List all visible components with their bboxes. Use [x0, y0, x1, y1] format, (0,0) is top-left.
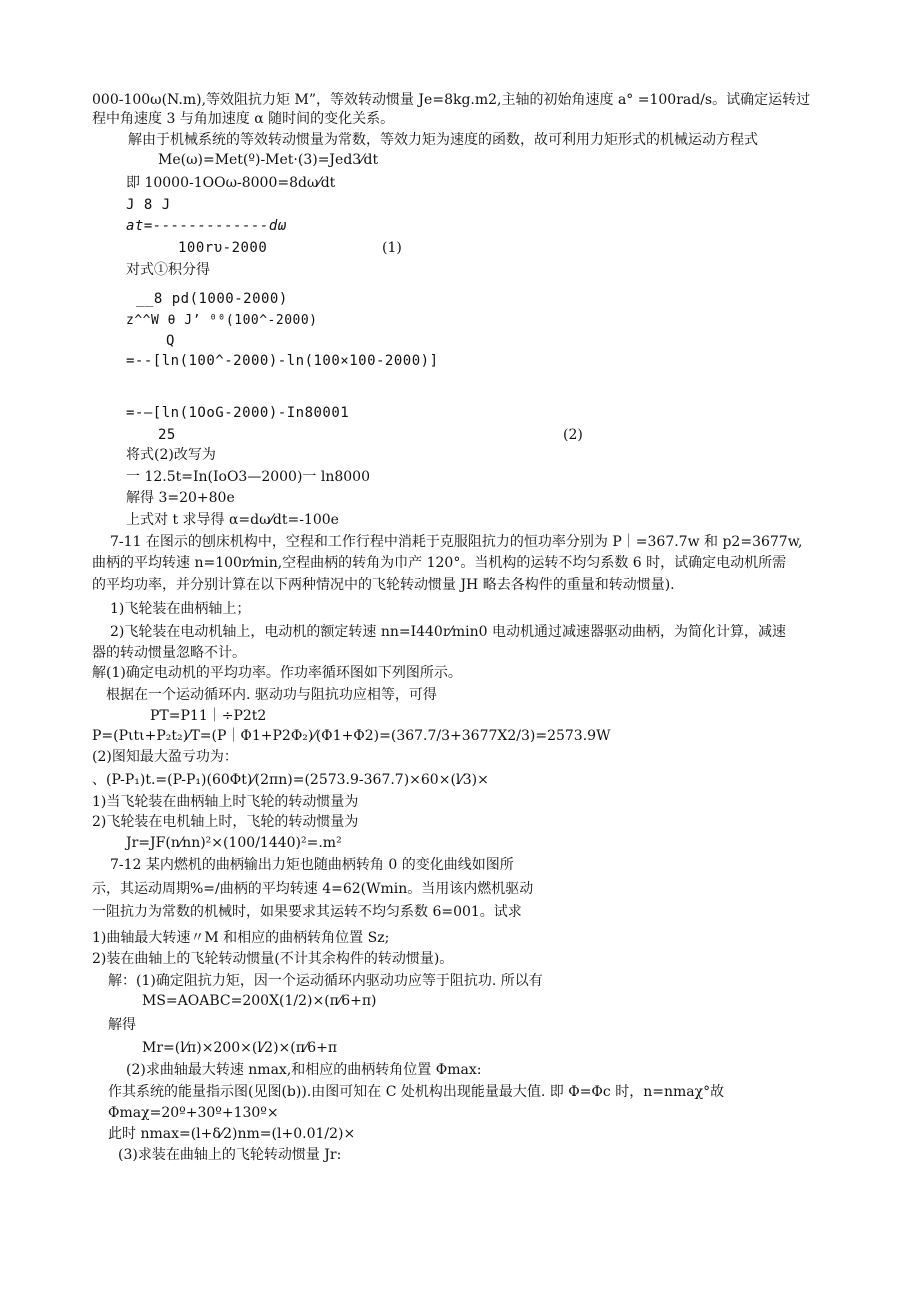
text-line: (2)求曲轴最大转速 nmax,和相应的曲柄转角位置 Φmax:	[126, 1062, 482, 1078]
text-line: 作其系统的能量指示图(见图(b)).由图可知在 C 处机构出现能量最大值. 即 Φ=Φc 时，n=nmaχ°故	[108, 1084, 725, 1100]
equation-line: 上式对 t 求导得 α=dω⁄dt=-100e	[126, 512, 339, 528]
problem-heading: 7-11 在图示的刨床机构中，空程和工作行程中消耗于克服阻抗力的恒功率分别为 P｜=367.7w 和 p2=3677w,	[110, 534, 803, 550]
text-line: 解由于机械系统的等效转动惯量为常数，等效力矩为速度的函数，故可利用力矩形式的机械运动方程式	[128, 132, 758, 148]
equation-line: PT=P11｜÷P2t2	[150, 708, 267, 724]
text-line: 示，其运动周期%=/曲柄的平均转速 4=62(Wmin。当用该内燃机驱动	[92, 881, 534, 897]
equation-number: (1)	[382, 240, 402, 256]
text-line: 对式①积分得	[126, 262, 210, 278]
equation-line: 解得 3=20+80e	[126, 490, 235, 506]
equation-line: P=(Pιtι+P₂t₂)⁄T=(P｜Φ1+P2Φ₂)⁄(Φ1+Φ2)=(367.7/3+3677X2/3)=2573.9W	[92, 728, 611, 744]
text-line: (2)图知最大盈亏功为：	[92, 749, 238, 765]
equation-line: at=-------------dω	[126, 218, 287, 234]
equation-line: 即 10000-1OOω-8000=8dω⁄dt	[126, 175, 336, 191]
equation-line: =--[ln(100^-2000)-ln(100×100-2000)]	[126, 353, 439, 369]
equation-line: z^^W θ J’ ⁰⁰(100^-2000)	[126, 313, 318, 328]
equation-line: Q	[166, 333, 175, 349]
text-line: 器的转动惯量忽略不计。	[92, 645, 246, 661]
equation-number: (2)	[563, 427, 583, 443]
equation-line: MS=AOABC=200X(1/2)×(π⁄6+π)	[142, 993, 377, 1009]
text-line: 000-100ω(N.m),等效阻抗力矩 M”，等效转动惯量 Je=8kg.m2,主轴的初始角速度 a° =100rad/s。试确定运转过	[92, 92, 811, 108]
equation-line: 、(P-P₁)t.=(P-P₁)(60Φt)⁄(2πn)=(2573.9-367.7)×60×(l⁄3)×	[92, 772, 489, 788]
equation-line: __8 pd(1000-2000)	[136, 291, 288, 307]
text-line: 解：(1)确定阻抗力矩，因一个运动循环内驱动功应等于阻抗功. 所以有	[108, 973, 543, 989]
text-line: 曲柄的平均转速 n=100r⁄min,空程曲柄的转角为巾产 120°。当机构的运转不均匀系数 6 时，试确定电动机所需	[92, 555, 787, 571]
equation-line: 100rυ-2000	[178, 240, 268, 256]
equation-line: Mr=(l⁄π)×200×(l⁄2)×(π⁄6+π	[142, 1040, 338, 1056]
text-line: 程中角速度 3 与角加速度 α 随时间的变化关系。	[92, 111, 395, 127]
text-line: 根据在一个运动循环内. 驱动功与阻抗功应相等，可得	[106, 687, 437, 703]
equation-line: =-—[ln(1OoG-2000)-In80001	[126, 405, 350, 421]
text-line: 1)当飞轮装在曲柄轴上时飞轮的转动惯量为	[92, 794, 359, 810]
text-line: (3)求装在曲轴上的飞轮转动惯量 Jr:	[118, 1147, 342, 1163]
equation-line: 此时 nmax=(l+δ⁄2)nm=(l+0.01/2)×	[108, 1126, 356, 1142]
text-line: 1)曲轴最大转速〃M 和相应的曲柄转角位置 Sz;	[92, 930, 390, 946]
text-line: 将式(2)改写为	[126, 447, 216, 463]
equation-line: 25	[158, 427, 176, 443]
text-line: 2)飞轮装在电机轴上时，飞轮的转动惯量为	[92, 814, 359, 830]
text-line: 1)飞轮装在曲柄轴上；	[110, 601, 251, 617]
text-line: 一阻抗力为常数的机械时，如果要求其运转不均匀系数 6=001。试求	[92, 904, 522, 920]
text-line: 的平均功率，并分别计算在以下两种情况中的飞轮转动惯量 JH 略去各构件的重量和转动惯量).	[92, 577, 675, 593]
equation-line: J 8 J	[126, 197, 171, 213]
equation-line: Me(ω)=Met(º)-Met·(3)=Jed3⁄dt	[158, 152, 379, 168]
problem-heading: 7-12 某内燃机的曲柄输出力矩也随曲柄转角 0 的变化曲线如图所	[110, 857, 514, 873]
equation-line: 一 12.5t=In(IoO3—2000)一 ln8000	[126, 469, 370, 485]
text-line: 解得	[108, 1017, 136, 1033]
equation-line: Φmaχ=20º+30º+130º×	[108, 1105, 279, 1121]
text-line: 2)飞轮装在电动机轴上，电动机的额定转速 nn=I440r⁄min0 电动机通过减速器驱动曲柄，为简化计算，减速	[110, 624, 786, 640]
equation-line: Jr=JF(n⁄nn)²×(100/1440)²=.m²	[126, 835, 342, 851]
text-line: 解(1)确定电动机的平均功率。作功率循环图如下列图所示。	[92, 665, 462, 681]
text-line: 2)装在曲轴上的飞轮转动惯量(不计其余构件的转动惯量)。	[92, 951, 454, 967]
